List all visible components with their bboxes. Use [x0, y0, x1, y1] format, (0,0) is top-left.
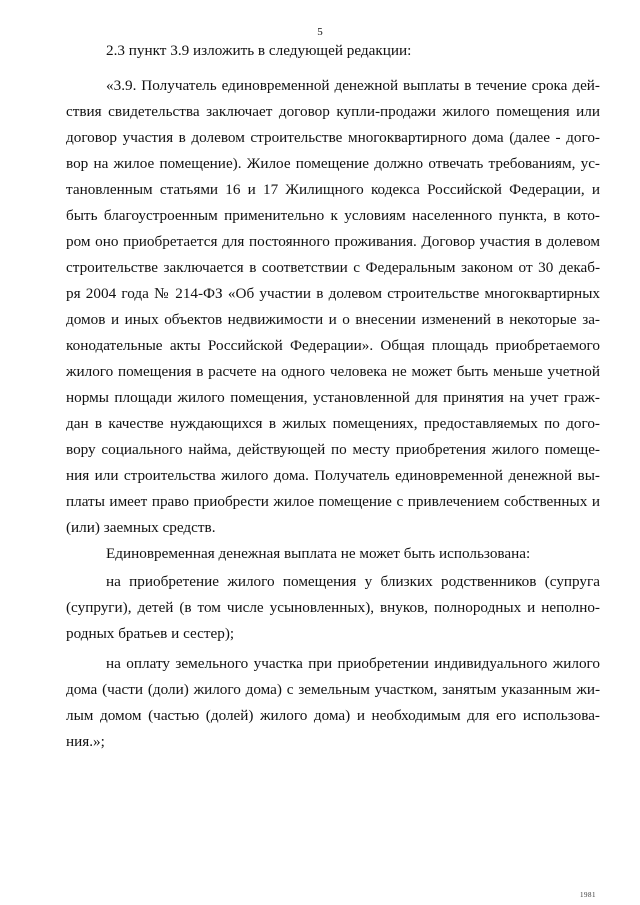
paragraph-main-line: вор на жилое помещение). Жилое помещение должно отвечать требованиям, ус-: [66, 155, 600, 172]
paragraph-main-line: домов и иных объектов недвижимости и о внесении изменений в некоторые за-: [66, 311, 600, 328]
paragraph-main-line: жилого помещения в расчете на одного человека не может быть меньше учетной: [66, 363, 600, 380]
paragraph-restriction: Единовременная денежная выплата не может быть использована:: [106, 545, 531, 562]
paragraph-main-line: ря 2004 года № 214-ФЗ «Об участии в долевом строительстве многоквартирных: [66, 285, 600, 302]
paragraph-main-line: ром оно приобретается для постоянного проживания. Договор участия в долевом: [66, 233, 600, 250]
paragraph-main-line: ствия свидетельства заключает договор купли-продажи жилого помещения или: [66, 103, 600, 120]
paragraph-main-line: нормы площади жилого помещения, установленной для принятия на учет граж-: [66, 389, 600, 406]
paragraph-main-line: платы имеет право приобрести жилое помещение с привлечением собственных и: [66, 493, 600, 510]
footer-code: 1981: [580, 891, 596, 899]
item-land-line: на оплату земельного участка при приобретении индивидуального жилого: [106, 655, 600, 672]
item-land-line: дома (части (доли) жилого дома) с земельным участком, занятым указанным жи-: [66, 681, 600, 698]
paragraph-main-line: тановленным статьями 16 и 17 Жилищного кодекса Российской Федерации, и: [66, 181, 600, 198]
item-relatives-line: на приобретение жилого помещения у близких родственников (супруга: [106, 573, 600, 590]
paragraph-main-line: строительстве заключается в соответствии с Федеральным законом от 30 декаб-: [66, 259, 600, 276]
item-land-line: лым домом (частью (долей) жилого дома) и необходимым для его использова-: [66, 707, 600, 724]
item-relatives-line: (супруги), детей (в том числе усыновленных), внуков, полнородных и неполно-: [66, 599, 600, 616]
item-relatives-line: родных братьев и сестер);: [66, 625, 235, 642]
paragraph-main-line: ния или строительства жилого дома. Получатель единовременной денежной вы-: [66, 467, 600, 484]
paragraph-main-line: конодательные акты Российской Федерации». Общая площадь приобретаемого: [66, 337, 600, 354]
paragraph-main-line: вору социального найма, действующей по месту приобретения жилого помеще-: [66, 441, 600, 458]
paragraph-main-line: «3.9. Получатель единовременной денежной выплаты в течение срока дей-: [106, 77, 600, 94]
page-number: 5: [317, 26, 323, 38]
item-land-line: ния.»;: [66, 733, 105, 750]
paragraph-main-line: договор участия в долевом строительстве многоквартирного дома (далее - дого-: [66, 129, 600, 146]
paragraph-main-line: (или) заемных средств.: [66, 519, 216, 536]
paragraph-main-line: быть благоустроенным применительно к условиям населенного пункта, в кото-: [66, 207, 600, 224]
paragraph-main-line: дан в качестве нуждающихся в жилых помещениях, предоставляемых по дого-: [66, 415, 600, 432]
section-heading: 2.3 пункт 3.9 изложить в следующей редакции:: [106, 42, 412, 59]
